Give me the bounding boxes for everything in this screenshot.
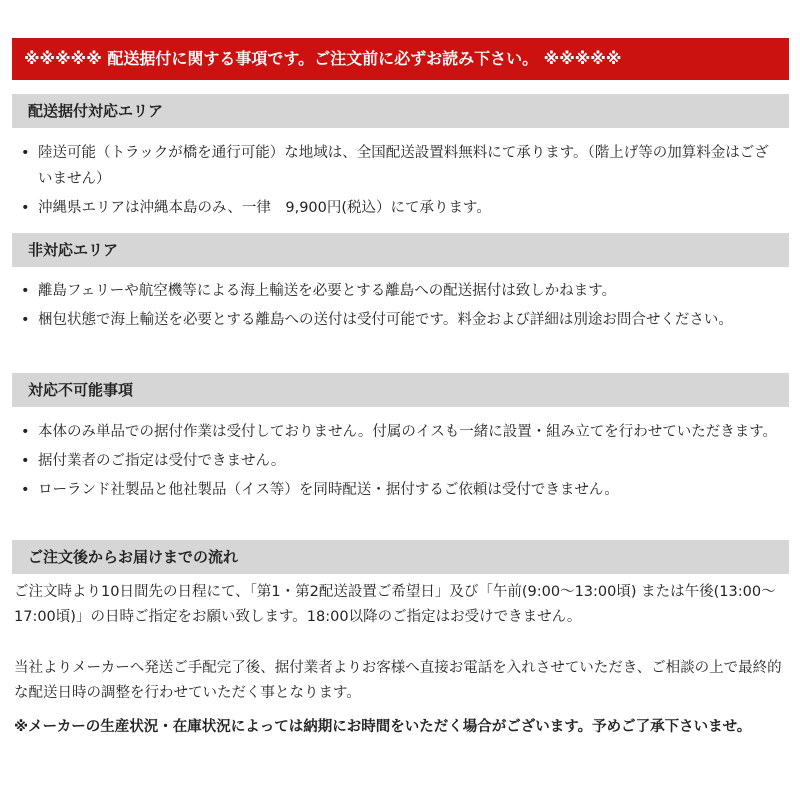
list-item: • 本体のみ単品での据付作業は受付しておりません。付属のイスも一緒に設置・組み立てを行わせていただきます。: [12, 419, 789, 445]
list-item: • 離島フェリーや航空機等による海上輸送を必要とする離島への配送据付は致しかねます。: [12, 278, 789, 304]
section-heading-unavailable-services: 対応不可能事項: [12, 373, 789, 407]
delivery-area-list: [12, 140, 789, 224]
unavailable-services-list: [12, 419, 789, 506]
order-flow-paragraph-schedule: ご注文時より10日間先の日程にて、「第1・第2配送設置ご希望日」及び「午前(9:00～13:00頃) または午後(13:00～17:00頃)」の日時ご指定をお願い致します。18:00以降のご指定はお受けできません。: [14, 584, 776, 625]
notice-banner: ※※※※※ 配送据付に関する事項です。ご注文前に必ずお読み下さい。 ※※※※※: [12, 38, 789, 80]
list-item: • 据付業者のご指定は受付できません。: [12, 448, 789, 474]
list-item: • 梱包状態で海上輸送を必要とする離島への送付は受付可能です。料金および詳細は別途お問合せください。: [12, 307, 789, 333]
lead-time-notice: ※メーカーの生産状況・在庫状況によっては納期にお時間をいただく場合がございます。予めご了承下さいませ。: [14, 719, 752, 735]
list-item: • ローランド社製品と他社製品（イス等）を同時配送・据付するご依頼は受付できません。: [12, 477, 789, 503]
section-heading-order-flow: ご注文後からお届けまでの流れ: [12, 540, 789, 574]
section-heading-unsupported-area: 非対応エリア: [12, 233, 789, 267]
order-flow-paragraph-contact: 当社よりメーカーへ発送ご手配完了後、据付業者よりお客様へ直接お電話を入れさせていただき、ご相談の上で最終的な配送日時の調整を行わせていただく事となります。: [14, 660, 782, 701]
list-item: • 沖縄県エリアは沖縄本島のみ、一律 9,900円(税込）にて承ります。: [12, 195, 789, 221]
list-item: • 陸送可能（トラックが橋を通行可能）な地域は、全国配送設置料無料にて承ります。（階上げ等の加算料金はございません）: [12, 140, 789, 192]
unsupported-area-list: [12, 278, 789, 336]
section-heading-delivery-area: 配送据付対応エリア: [12, 94, 789, 128]
